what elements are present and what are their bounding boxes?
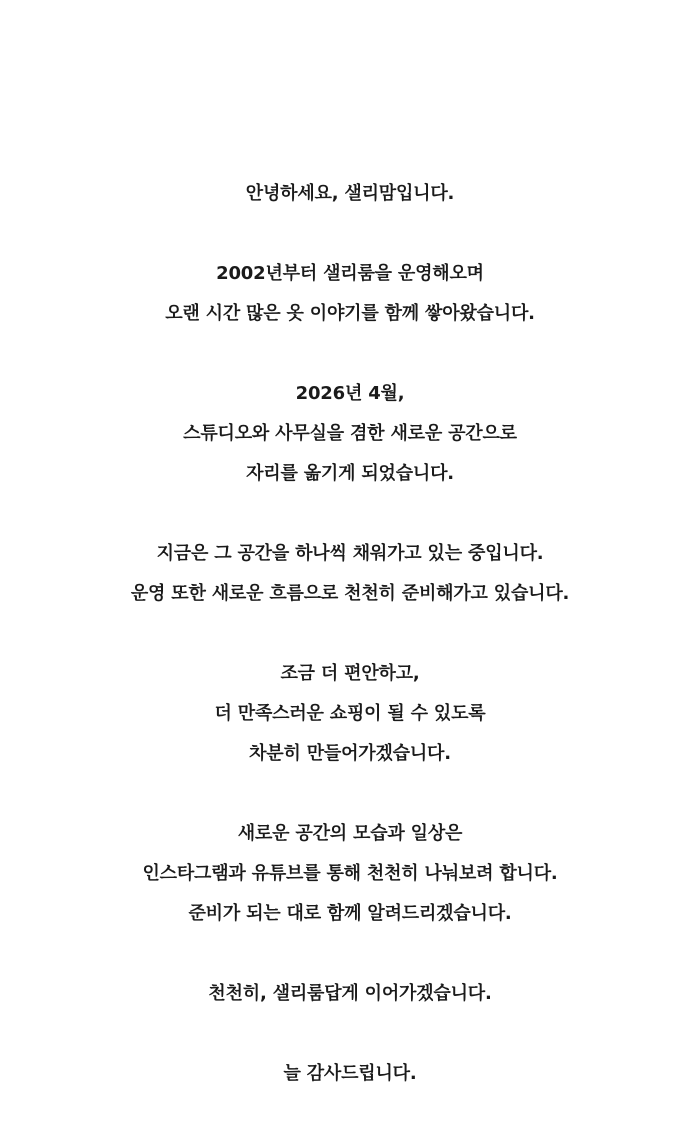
text-line: 운영 또한 새로운 흐름으로 천천히 준비해가고 있습니다. [130, 583, 570, 604]
text-line: 오랜 시간 많은 옷 이야기를 함께 쌓아왔습니다. [165, 303, 535, 324]
text-line: 조금 더 편안하고, [280, 663, 420, 684]
promise-paragraph [0, 654, 700, 774]
sns-paragraph [0, 814, 700, 934]
continuation-paragraph [0, 974, 700, 1014]
text-line: 2002년부터 샐리룸을 운영해오며 [216, 263, 484, 284]
text-line: 안녕하세요, 샐리맘입니다. [245, 183, 455, 204]
relocation-paragraph [0, 374, 700, 494]
text-line: 2026년 4월, [295, 383, 405, 404]
text-line: 차분히 만들어가겠습니다. [249, 743, 451, 764]
text-line: 자리를 옮기게 되었습니다. [246, 463, 454, 484]
text-line: 인스타그램과 유튜브를 통해 천천히 나눠보려 합니다. [142, 863, 558, 884]
notice-message [0, 174, 700, 1134]
text-line: 천천히, 샐리룸답게 이어가겠습니다. [208, 983, 492, 1004]
text-line: 더 만족스러운 쇼핑이 될 수 있도록 [214, 703, 486, 724]
thanks-paragraph [0, 1054, 700, 1094]
history-paragraph [0, 254, 700, 334]
text-line: 스튜디오와 사무실을 겸한 새로운 공간으로 [183, 423, 517, 444]
greeting-paragraph [0, 174, 700, 214]
text-line: 준비가 되는 대로 함께 알려드리겠습니다. [188, 903, 512, 924]
text-line: 새로운 공간의 모습과 일상은 [237, 823, 463, 844]
preparation-paragraph [0, 534, 700, 614]
text-line: 늘 감사드립니다. [283, 1063, 417, 1084]
text-line: 지금은 그 공간을 하나씩 채워가고 있는 중입니다. [156, 543, 544, 564]
